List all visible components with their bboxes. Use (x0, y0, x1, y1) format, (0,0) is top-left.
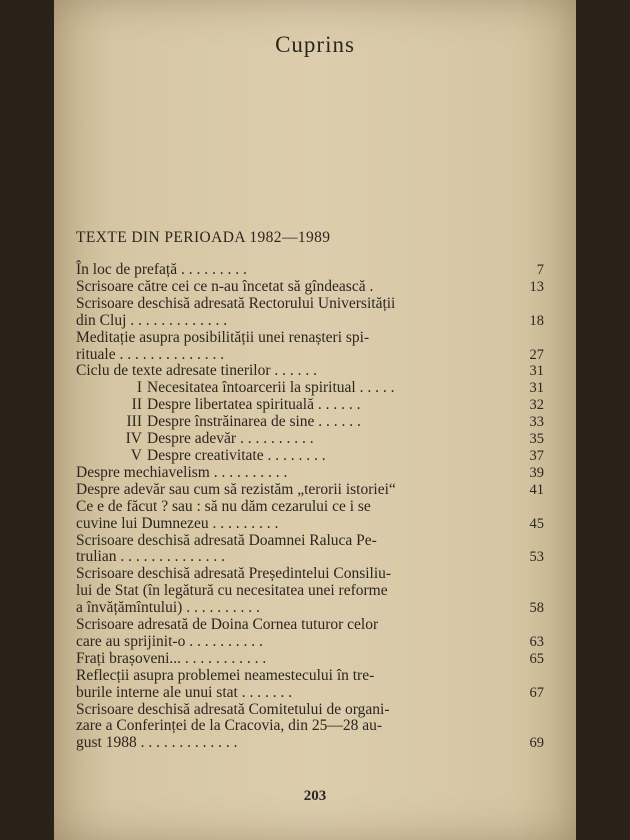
toc-subentry-roman: II (131, 396, 142, 414)
toc-subentry-roman: V (130, 446, 142, 464)
toc-entry-line: lui de Stat (în legătură cu necesitatea unei reforme (76, 582, 388, 600)
toc-page-number: 58 (529, 600, 544, 617)
toc-entry-line: Scrisoare deschisă adresată Comitetului de organi- (76, 700, 390, 718)
toc-entry-line: trulian . . . . . . . . . . . . . . (76, 548, 225, 566)
toc-page-number: 27 (529, 346, 544, 363)
toc-entry-line: cuvine lui Dumnezeu . . . . . . . . . (76, 514, 279, 532)
book-page (54, 0, 576, 840)
toc-page-number: 63 (529, 633, 544, 650)
toc-entry (76, 651, 544, 668)
toc-entry-line: care au sprijinit-o . . . . . . . . . . (76, 632, 263, 650)
toc-page-number: 33 (529, 414, 544, 431)
toc-subentry-text: Despre creativitate . . . . . . . . (147, 446, 326, 464)
toc-page-number: 69 (529, 735, 544, 752)
toc-entry-line: Meditație asupra posibilității unei renașteri spi- (76, 328, 370, 346)
toc-page-number: 13 (529, 278, 544, 295)
toc-page-number: 37 (529, 447, 544, 464)
toc-entry (76, 499, 544, 533)
toc-page-number: 31 (529, 380, 544, 397)
toc-page-number: 53 (529, 549, 544, 566)
toc-entry-line: burile interne ale unui stat . . . . . . . (76, 683, 293, 701)
toc-entry (76, 262, 544, 279)
toc-page-number: 18 (529, 312, 544, 329)
toc-page-number: 31 (529, 363, 544, 380)
toc-group-1 (76, 262, 544, 380)
toc-subentry-roman: III (126, 413, 142, 431)
toc-subentry-roman: I (136, 379, 142, 397)
toc-entry-line: Despre mechiavelism . . . . . . . . . . (76, 463, 288, 481)
toc-page-number: 35 (529, 431, 544, 448)
toc-subentry (76, 431, 544, 448)
toc-entry-line: Scrisoare deschisă adresată Președintelui Consiliu- (76, 565, 392, 583)
toc-page-number: 45 (529, 515, 544, 532)
toc-subentry-roman: IV (125, 430, 142, 448)
toc-page-number: 67 (529, 684, 544, 701)
toc-entry (76, 566, 544, 617)
toc-entry-line: Despre adevăr sau cum să rezistăm „terorii istoriei“ (76, 480, 396, 498)
toc-entry-line: rituale . . . . . . . . . . . . . . (76, 345, 225, 363)
toc-subentry-text: Despre libertatea spirituală . . . . . . (147, 396, 361, 414)
toc-page-number: 65 (529, 650, 544, 667)
toc-subentry (76, 448, 544, 465)
toc-sublist (76, 380, 544, 465)
page-title: Cuprins (275, 32, 355, 57)
toc-subentry (76, 414, 544, 431)
toc-page-number: 41 (529, 481, 544, 498)
toc-entry-line: Scrisoare deschisă adresată Rectorului Universității (76, 294, 396, 312)
toc-entry-line: Frați brașoveni... . . . . . . . . . . . (76, 649, 267, 667)
toc-subentry (76, 397, 544, 414)
toc-entry (76, 279, 544, 296)
toc-entry-line: În loc de prefață . . . . . . . . . (76, 261, 247, 278)
toc-entry-line: Ce e de făcut ? sau : să nu dăm cezarului ce i se (76, 497, 371, 515)
toc-entry-line: gust 1988 . . . . . . . . . . . . . (76, 734, 238, 752)
toc-page-number: 39 (529, 464, 544, 481)
toc-entry (76, 330, 544, 364)
toc-subentry-text: Necesitatea întoarcerii la spiritual . . . . . (147, 379, 395, 397)
toc-entry-line: Reflecții asupra problemei neamestecului în tre- (76, 666, 375, 684)
toc-entry-line: zare a Conferinței de la Cracovia, din 25—28 au- (76, 717, 383, 735)
toc-group-2 (76, 465, 544, 752)
toc-subentry-text: Despre înstrăinarea de sine . . . . . . (147, 413, 361, 431)
toc-page-number: 7 (536, 262, 544, 278)
toc-entry (76, 465, 544, 482)
toc-entry (76, 296, 544, 330)
toc-entry (76, 533, 544, 567)
toc-entry (76, 363, 544, 380)
table-of-contents (76, 262, 544, 752)
toc-entry-line: Scrisoare către cei ce n-au încetat să gîndească . (76, 277, 374, 295)
toc-entry (76, 668, 544, 702)
toc-entry-line: a învățămîntului) . . . . . . . . . . (76, 599, 260, 617)
section-heading: TEXTE DIN PERIOADA 1982—1989 (76, 229, 331, 246)
toc-subentry-text: Despre adevăr . . . . . . . . . . (147, 430, 314, 448)
toc-entry-line: Scrisoare deschisă adresată Doamnei Raluca Pe- (76, 531, 377, 549)
toc-entry (76, 702, 544, 753)
toc-entry-line: Scrisoare adresată de Doina Cornea tuturor celor (76, 616, 379, 634)
page-number: 203 (303, 788, 327, 804)
toc-entry (76, 617, 544, 651)
toc-entry-line: Ciclu de texte adresate tinerilor . . . . . . (76, 362, 318, 380)
toc-entry (76, 482, 544, 499)
toc-page-number: 32 (529, 397, 544, 414)
toc-subentry (76, 380, 544, 397)
toc-entry-line: din Cluj . . . . . . . . . . . . . (76, 311, 228, 329)
